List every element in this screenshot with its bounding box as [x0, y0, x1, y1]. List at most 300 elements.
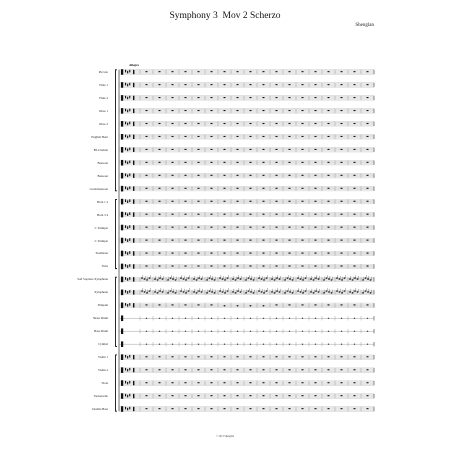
instrument-label: Horn 3 4 — [97, 212, 108, 217]
percussion-rest — [328, 331, 329, 332]
whole-rest — [263, 188, 265, 189]
whole-rest — [367, 123, 369, 124]
percussion-rest — [159, 318, 160, 319]
whole-rest — [198, 149, 200, 150]
key-signature-accidental — [125, 238, 126, 241]
whole-rest — [367, 149, 369, 150]
whole-rest — [302, 123, 304, 124]
percussion-rest — [237, 344, 238, 345]
whole-rest — [328, 304, 330, 305]
key-signature-accidental — [127, 395, 128, 398]
instrument-staff — [119, 82, 374, 88]
timpani-note — [263, 305, 265, 306]
key-signature-accidental — [125, 186, 126, 189]
note-head — [154, 291, 156, 292]
whole-rest — [276, 136, 278, 137]
note-head — [235, 292, 237, 293]
whole-rest — [198, 395, 200, 396]
whole-rest — [224, 253, 226, 254]
section-bracket — [116, 277, 118, 346]
whole-rest — [263, 123, 265, 124]
whole-rest — [185, 253, 187, 254]
whole-rest — [211, 304, 213, 305]
timpani-note — [224, 305, 226, 306]
whole-rest — [328, 71, 330, 72]
whole-rest — [276, 227, 278, 228]
percussion-rest — [341, 318, 342, 319]
whole-rest — [172, 382, 174, 383]
instrument-label: Contrabassoon — [89, 186, 108, 191]
percussion-rest — [354, 331, 355, 332]
note-head — [310, 278, 312, 279]
whole-rest — [146, 356, 148, 357]
key-signature-accidental — [129, 290, 130, 293]
note-head — [284, 279, 286, 280]
note-head — [214, 292, 216, 293]
whole-rest — [159, 356, 161, 357]
whole-rest — [185, 266, 187, 267]
note-head — [237, 290, 239, 291]
whole-rest — [354, 266, 356, 267]
whole-rest — [250, 71, 252, 72]
note-head — [245, 292, 247, 293]
whole-rest — [315, 201, 317, 202]
whole-rest — [224, 162, 226, 163]
section-bracket — [116, 355, 118, 411]
whole-rest — [185, 369, 187, 370]
note-head — [370, 292, 372, 293]
key-signature-accidental — [127, 382, 128, 385]
whole-rest — [315, 227, 317, 228]
whole-rest — [185, 162, 187, 163]
whole-rest — [367, 175, 369, 176]
note-head — [365, 278, 367, 279]
key-signature-accidental — [129, 83, 130, 86]
percussion-rest — [263, 344, 264, 345]
whole-rest — [159, 97, 161, 98]
whole-rest — [211, 382, 213, 383]
clef-icon — [121, 212, 123, 218]
note-head — [258, 278, 260, 279]
whole-rest — [354, 408, 356, 409]
whole-rest — [185, 382, 187, 383]
note-head — [266, 278, 268, 279]
note-head — [144, 278, 146, 279]
clef-icon — [121, 303, 123, 309]
whole-rest — [289, 201, 291, 202]
whole-rest — [211, 369, 213, 370]
whole-rest — [302, 97, 304, 98]
note-head — [331, 292, 333, 293]
whole-rest — [198, 240, 200, 241]
note-head — [344, 278, 346, 279]
clef-icon — [121, 225, 123, 231]
whole-rest — [224, 408, 226, 409]
whole-rest — [341, 110, 343, 111]
note-head — [193, 291, 195, 292]
note-head — [180, 290, 182, 291]
note-head — [162, 278, 164, 279]
whole-rest — [198, 175, 200, 176]
percussion-rest — [237, 318, 238, 319]
whole-rest — [211, 84, 213, 85]
percussion-rest — [146, 331, 147, 332]
note-head — [188, 290, 190, 291]
whole-rest — [341, 71, 343, 72]
time-signature-icon — [133, 277, 134, 281]
whole-rest — [146, 214, 148, 215]
note-head — [326, 290, 328, 291]
note-head — [344, 290, 346, 291]
note-head — [261, 291, 263, 292]
time-signature-icon — [133, 173, 134, 177]
instrument-staff — [119, 160, 374, 166]
note-head — [206, 279, 208, 280]
note-head — [201, 291, 203, 292]
key-signature-accidental — [127, 136, 128, 139]
whole-rest — [341, 266, 343, 267]
whole-rest — [146, 240, 148, 241]
key-signature-accidental — [127, 369, 128, 372]
whole-rest — [328, 136, 330, 137]
note-head — [367, 278, 369, 279]
whole-rest — [328, 123, 330, 124]
key-signature-accidental — [127, 356, 128, 359]
whole-rest — [341, 369, 343, 370]
whole-rest — [211, 123, 213, 124]
time-signature-icon — [133, 199, 134, 203]
note-head — [352, 279, 354, 280]
instrument-label: Timpani — [97, 303, 108, 308]
whole-rest — [328, 266, 330, 267]
whole-rest — [341, 408, 343, 409]
whole-rest — [172, 356, 174, 357]
note-head — [222, 291, 224, 292]
instrument-label: Oboe 2 — [98, 121, 108, 126]
whole-rest — [185, 240, 187, 241]
percussion-rest — [159, 344, 160, 345]
instrument-label: Soft Soprano Xylophone — [77, 277, 108, 282]
whole-rest — [224, 123, 226, 124]
whole-rest — [341, 395, 343, 396]
key-signature-accidental — [125, 381, 126, 384]
note-head — [193, 278, 195, 279]
whole-rest — [211, 71, 213, 72]
note-head — [297, 278, 299, 279]
instrument-label: Bb Clarinet — [93, 147, 108, 152]
timpani-note — [250, 305, 252, 306]
note-head — [175, 292, 177, 293]
whole-rest — [341, 175, 343, 176]
whole-rest — [185, 408, 187, 409]
whole-rest — [172, 71, 174, 72]
percussion-rest — [328, 318, 329, 319]
key-signature-accidental — [125, 303, 126, 306]
whole-rest — [172, 253, 174, 254]
key-signature-accidental — [127, 84, 128, 87]
key-signature-accidental — [127, 174, 128, 177]
percussion-rest — [341, 331, 342, 332]
whole-rest — [315, 110, 317, 111]
whole-rest — [198, 123, 200, 124]
note-head — [352, 292, 354, 293]
key-signature-accidental — [129, 381, 130, 384]
time-signature-icon — [133, 161, 134, 165]
whole-rest — [159, 175, 161, 176]
whole-rest — [302, 382, 304, 383]
whole-rest — [302, 240, 304, 241]
whole-rest — [224, 369, 226, 370]
key-signature-accidental — [129, 251, 130, 254]
whole-rest — [198, 162, 200, 163]
whole-rest — [237, 253, 239, 254]
whole-rest — [328, 84, 330, 85]
whole-rest — [172, 369, 174, 370]
whole-rest — [289, 382, 291, 383]
whole-rest — [328, 201, 330, 202]
note-head — [258, 290, 260, 291]
whole-rest — [289, 162, 291, 163]
note-head — [287, 278, 289, 279]
note-head — [235, 279, 237, 280]
whole-rest — [276, 214, 278, 215]
note-head — [240, 291, 242, 292]
note-head — [183, 278, 185, 279]
note-head — [180, 278, 182, 279]
whole-rest — [237, 227, 239, 228]
instrument-staff — [119, 186, 374, 192]
whole-rest — [367, 253, 369, 254]
note-head — [362, 279, 364, 280]
percussion-rest — [198, 318, 199, 319]
time-signature-icon — [133, 238, 134, 242]
whole-rest — [276, 304, 278, 305]
clef-icon — [121, 173, 123, 179]
whole-rest — [211, 201, 213, 202]
key-signature-accidental — [127, 278, 128, 281]
whole-rest — [289, 136, 291, 137]
percussion-rest — [224, 344, 225, 345]
whole-rest — [354, 240, 356, 241]
whole-rest — [224, 97, 226, 98]
whole-rest — [328, 382, 330, 383]
whole-rest — [146, 266, 148, 267]
whole-rest — [354, 162, 356, 163]
whole-rest — [237, 395, 239, 396]
whole-rest — [159, 149, 161, 150]
key-signature-accidental — [125, 135, 126, 138]
whole-rest — [315, 369, 317, 370]
instrument-staff — [119, 380, 374, 386]
note-head — [354, 290, 356, 291]
whole-rest — [354, 149, 356, 150]
whole-rest — [250, 162, 252, 163]
whole-rest — [159, 408, 161, 409]
key-signature-accidental — [129, 186, 130, 189]
whole-rest — [172, 110, 174, 111]
note-head — [185, 279, 187, 280]
note-head — [154, 278, 156, 279]
whole-rest — [250, 369, 252, 370]
clef-icon — [121, 108, 123, 114]
instrument-label: Bassoon — [97, 173, 108, 178]
whole-rest — [276, 369, 278, 370]
whole-rest — [211, 175, 213, 176]
whole-rest — [146, 97, 148, 98]
time-signature-icon — [133, 394, 134, 398]
clef-icon — [121, 147, 123, 153]
note-head — [248, 278, 250, 279]
note-head — [336, 290, 338, 291]
whole-rest — [146, 71, 148, 72]
whole-rest — [250, 188, 252, 189]
whole-rest — [146, 84, 148, 85]
clef-icon — [121, 238, 123, 244]
whole-rest — [198, 136, 200, 137]
whole-rest — [172, 240, 174, 241]
note-head — [141, 290, 143, 291]
whole-rest — [185, 136, 187, 137]
clef-icon — [121, 82, 123, 88]
instrument-label: Violoncello — [93, 394, 108, 399]
score-title: Symphony 3 Mov 2 Scherzo — [169, 11, 281, 21]
whole-rest — [185, 123, 187, 124]
note-head — [240, 278, 242, 279]
whole-rest — [341, 201, 343, 202]
key-signature-accidental — [129, 148, 130, 151]
whole-rest — [354, 253, 356, 254]
whole-rest — [159, 214, 161, 215]
whole-rest — [276, 188, 278, 189]
note-head — [162, 291, 164, 292]
whole-rest — [341, 123, 343, 124]
percussion-rest — [250, 331, 251, 332]
note-head — [183, 291, 185, 292]
key-signature-accidental — [129, 122, 130, 125]
whole-rest — [211, 356, 213, 357]
whole-rest — [159, 253, 161, 254]
note-head — [284, 292, 286, 293]
whole-rest — [276, 266, 278, 267]
key-signature-accidental — [129, 368, 130, 371]
note-head — [357, 278, 359, 279]
whole-rest — [328, 188, 330, 189]
whole-rest — [315, 136, 317, 137]
key-signature-accidental — [127, 213, 128, 216]
key-signature-accidental — [125, 173, 126, 176]
note-head — [302, 279, 304, 280]
whole-rest — [328, 162, 330, 163]
whole-rest — [367, 356, 369, 357]
whole-rest — [354, 175, 356, 176]
whole-rest — [172, 227, 174, 228]
note-head — [279, 291, 281, 292]
whole-rest — [159, 227, 161, 228]
percussion-rest — [172, 331, 173, 332]
percussion-rest — [198, 344, 199, 345]
instrument-label: C Trumpet — [94, 238, 108, 243]
instrument-staff — [119, 406, 374, 412]
whole-rest — [159, 162, 161, 163]
note-head — [149, 278, 151, 279]
whole-rest — [354, 369, 356, 370]
whole-rest — [172, 175, 174, 176]
note-head — [300, 291, 302, 292]
time-signature-icon — [133, 135, 134, 139]
note-head — [261, 278, 263, 279]
instrument-label: Horn 1 2 — [97, 199, 108, 204]
whole-rest — [146, 395, 148, 396]
whole-rest — [146, 227, 148, 228]
whole-rest — [263, 253, 265, 254]
whole-rest — [289, 240, 291, 241]
key-signature-accidental — [127, 408, 128, 411]
whole-rest — [263, 408, 265, 409]
whole-rest — [367, 188, 369, 189]
whole-rest — [315, 214, 317, 215]
whole-rest — [367, 214, 369, 215]
whole-rest — [263, 84, 265, 85]
instrument-label: Violin 1 — [97, 355, 108, 360]
whole-rest — [172, 214, 174, 215]
whole-rest — [211, 214, 213, 215]
note-head — [318, 291, 320, 292]
whole-rest — [341, 162, 343, 163]
composer-name: Shenglan — [355, 23, 374, 28]
whole-rest — [185, 71, 187, 72]
whole-rest — [250, 136, 252, 137]
note-head — [219, 278, 221, 279]
whole-rest — [354, 97, 356, 98]
key-signature-accidental — [127, 291, 128, 294]
clef-icon — [121, 315, 123, 321]
percussion-rest — [237, 331, 238, 332]
whole-rest — [237, 201, 239, 202]
whole-rest — [198, 188, 200, 189]
whole-rest — [367, 136, 369, 137]
instrument-label: Piccolo — [98, 70, 108, 74]
instrument-label: Xylophone — [94, 290, 108, 295]
time-signature-icon — [133, 70, 134, 74]
note-head — [144, 291, 146, 292]
whole-rest — [159, 240, 161, 241]
percussion-rest — [315, 331, 316, 332]
note-head — [341, 279, 343, 280]
whole-rest — [276, 175, 278, 176]
note-head — [328, 278, 330, 279]
whole-rest — [315, 71, 317, 72]
note-head — [211, 278, 213, 279]
whole-rest — [341, 227, 343, 228]
whole-rest — [146, 304, 148, 305]
instrument-staff — [119, 108, 374, 114]
whole-rest — [159, 382, 161, 383]
whole-rest — [302, 188, 304, 189]
whole-rest — [185, 201, 187, 202]
whole-rest — [146, 369, 148, 370]
whole-rest — [224, 382, 226, 383]
key-signature-accidental — [125, 161, 126, 164]
note-head — [224, 279, 226, 280]
note-head — [198, 278, 200, 279]
instrument-label: Cymbal — [98, 342, 108, 347]
whole-rest — [250, 408, 252, 409]
key-signature-accidental — [127, 149, 128, 152]
note-head — [305, 290, 307, 291]
whole-rest — [302, 253, 304, 254]
note-head — [222, 278, 224, 279]
percussion-rest — [263, 318, 264, 319]
